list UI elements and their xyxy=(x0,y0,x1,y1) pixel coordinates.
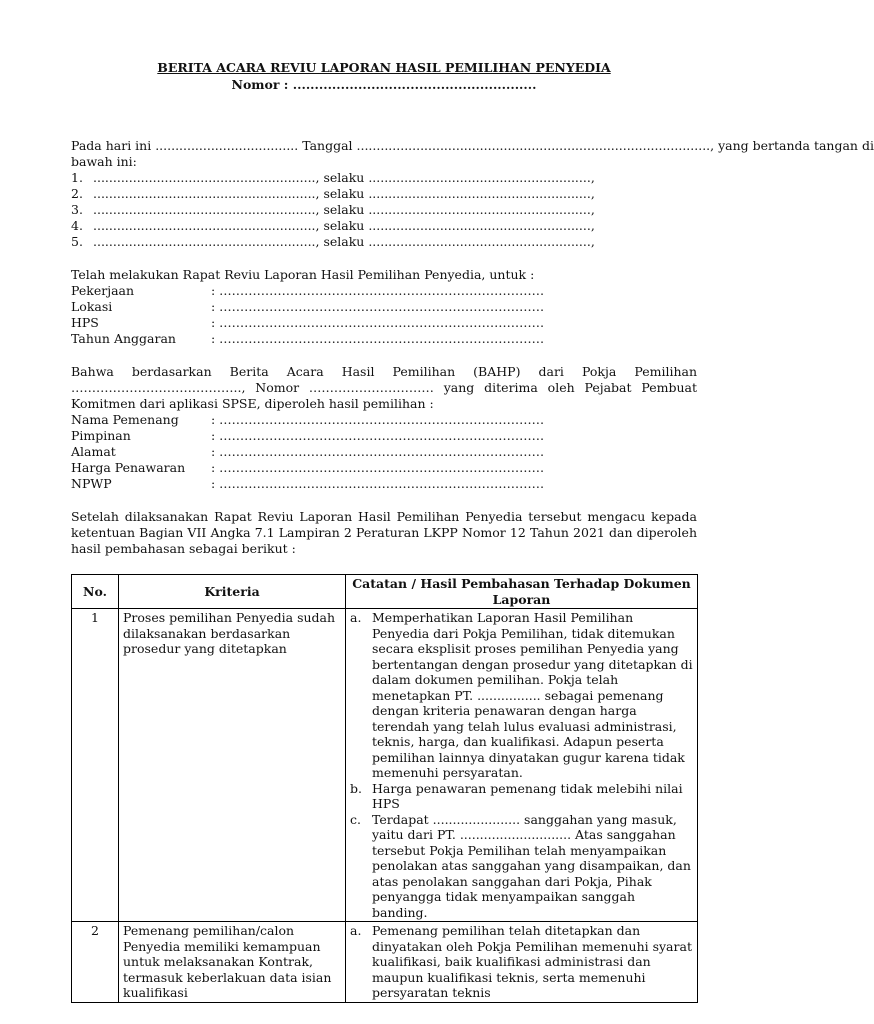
field-label: Nama Pemenang xyxy=(71,412,179,427)
bahp-paragraph: Bahwa berdasarkan Berita Acara Hasil Pemilihan (BAHP) dari Pokja Pemilihan ………………………………….., Nomor ………………………… yang diterima oleh Pejabat Pembuat Komitmen dari aplikasi SPSE, diperoleh hasil pemilihan : xyxy=(71,364,697,411)
field-label: Lokasi xyxy=(71,299,113,314)
winner-field xyxy=(71,412,544,428)
field-value: : …………………………………………………………………… xyxy=(211,331,545,346)
signatory-number: 2. xyxy=(71,186,83,201)
field-value: : …………………………………………………………………… xyxy=(211,460,545,475)
signatory-row xyxy=(71,218,595,234)
meeting-field xyxy=(71,299,544,315)
criteria-cell: Pemenang pemilihan/calon Penyedia memiliki kemampuan untuk melaksanakan Kontrak, termasuk keberlakuan data isian kualifikasi xyxy=(119,922,346,1003)
field-value: : …………………………………………………………………… xyxy=(211,428,545,443)
item-text: Terdapat ...................... sanggahan yang masuk, yaitu dari PT. ............................ Atas sanggahan tersebut Pokja Pemilihan telah menyampaikan penolakan atas sanggahan yang disampaikan, dan atas penolakan sanggahan dari Pokja, Pihak penyangga tidak menyampaikan sanggah banding. xyxy=(372,811,691,920)
meeting-field xyxy=(71,283,544,299)
row-number: 2 xyxy=(72,922,119,1003)
row-number: 1 xyxy=(72,609,119,922)
signatory-row xyxy=(71,170,595,186)
signatory-text: ........................................................, selaku ........................................................, xyxy=(93,170,595,185)
winner-field xyxy=(71,476,544,492)
winner-field xyxy=(71,460,544,476)
column-header-notes: Catatan / Hasil Pembahasan Terhadap Dokumen Laporan xyxy=(346,575,698,609)
item-text: Harga penawaran pemenang tidak melebihi nilai HPS xyxy=(372,780,683,811)
table-header-row xyxy=(72,575,698,609)
document-title: BERITA ACARA REVIU LAPORAN HASIL PEMILIHAN PENYEDIA xyxy=(157,60,611,75)
notes-list xyxy=(350,610,693,920)
field-value: : …………………………………………………………………… xyxy=(211,476,545,491)
field-value: : …………………………………………………………………… xyxy=(211,283,545,298)
item-marker: a. xyxy=(350,923,362,938)
item-marker: b. xyxy=(350,780,362,796)
item-text: Memperhatikan Laporan Hasil Pemilihan Penyedia dari Pokja Pemilihan, tidak ditemukan secara eksplisit proses pemilihan Penyedia yang bertentangan dengan prosedur yang ditetapkan di dalam dokumen pemilihan. Pokja telah menetapkan PT. ................ sebagai pemenang dengan kriteria penawaran dengan harga terendah yang telah lulus evaluasi administrasi, teknis, harga, dan kualifikasi. Adapun peserta pemilihan lainnya dinyatakan gugur karena tidak memenuhi persyaratan. xyxy=(372,610,693,780)
item-text: Pemenang pemilihan telah ditetapkan dan dinyatakan oleh Pokja Pemilihan memenuhi syarat kualifikasi, baik kualifikasi administrasi dan maupun kualifikasi teknis, serta memenuhi persyaratan teknis xyxy=(372,923,692,1000)
review-table xyxy=(71,574,698,1003)
signatory-text: ........................................................, selaku ........................................................, xyxy=(93,234,595,249)
list-item xyxy=(350,812,693,921)
field-value: : …………………………………………………………………… xyxy=(211,299,545,314)
signatory-number: 3. xyxy=(71,202,83,217)
table-row xyxy=(72,609,698,922)
table-row xyxy=(72,922,698,1003)
item-marker: a. xyxy=(350,610,362,625)
field-label: Tahun Anggaran xyxy=(71,331,176,346)
notes-cell xyxy=(346,609,698,922)
field-label: Pekerjaan xyxy=(71,283,135,298)
signatory-text: ........................................................, selaku ........................................................, xyxy=(93,202,595,217)
signatory-row xyxy=(71,202,595,218)
signatory-number: 4. xyxy=(71,218,83,233)
field-label: Harga Penawaran xyxy=(71,460,186,475)
winner-field xyxy=(71,428,544,444)
list-item xyxy=(350,781,693,812)
field-label: Pimpinan xyxy=(71,428,131,443)
list-item xyxy=(350,610,693,781)
column-header-criteria: Kriteria xyxy=(119,575,346,609)
intro-line: Pada hari ini .................................... Tanggal ........................................................................................., yang bertanda tangan di xyxy=(71,138,874,153)
field-label: HPS xyxy=(71,315,99,330)
notes-cell xyxy=(346,922,698,1003)
field-value: : …………………………………………………………………… xyxy=(211,315,545,330)
document-number: Nomor : ........................................................ xyxy=(231,77,537,92)
signatory-number: 1. xyxy=(71,170,83,185)
signatory-number: 5. xyxy=(71,234,83,249)
closing-paragraph: Setelah dilaksanakan Rapat Reviu Laporan Hasil Pemilihan Penyedia tersebut mengacu kepada ketentuan Bagian VII Angka 7.1 Lampiran 2 Peraturan LKPP Nomor 12 Tahun 2021 dan diperoleh hasil pembahasan sebagai berikut : xyxy=(71,509,697,556)
intro-line-2: bawah ini: xyxy=(71,154,137,169)
field-value: : …………………………………………………………………… xyxy=(211,444,545,459)
item-marker: c. xyxy=(350,811,361,827)
field-label: Alamat xyxy=(71,444,116,459)
meeting-field xyxy=(71,315,544,331)
field-value: : …………………………………………………………………… xyxy=(211,412,545,427)
signatory-row xyxy=(71,186,595,202)
list-item xyxy=(350,923,693,1001)
signatory-text: ........................................................, selaku ........................................................, xyxy=(93,218,595,233)
notes-list xyxy=(350,923,693,1001)
signatory-text: ........................................................, selaku ........................................................, xyxy=(93,186,595,201)
signatory-row xyxy=(71,234,595,250)
column-header-no: No. xyxy=(72,575,119,609)
meeting-intro: Telah melakukan Rapat Reviu Laporan Hasil Pemilihan Penyedia, untuk : xyxy=(71,267,535,282)
field-label: NPWP xyxy=(71,476,112,491)
meeting-field xyxy=(71,331,544,347)
winner-field xyxy=(71,444,544,460)
criteria-cell: Proses pemilihan Penyedia sudah dilaksanakan berdasarkan prosedur yang ditetapkan xyxy=(119,609,346,922)
